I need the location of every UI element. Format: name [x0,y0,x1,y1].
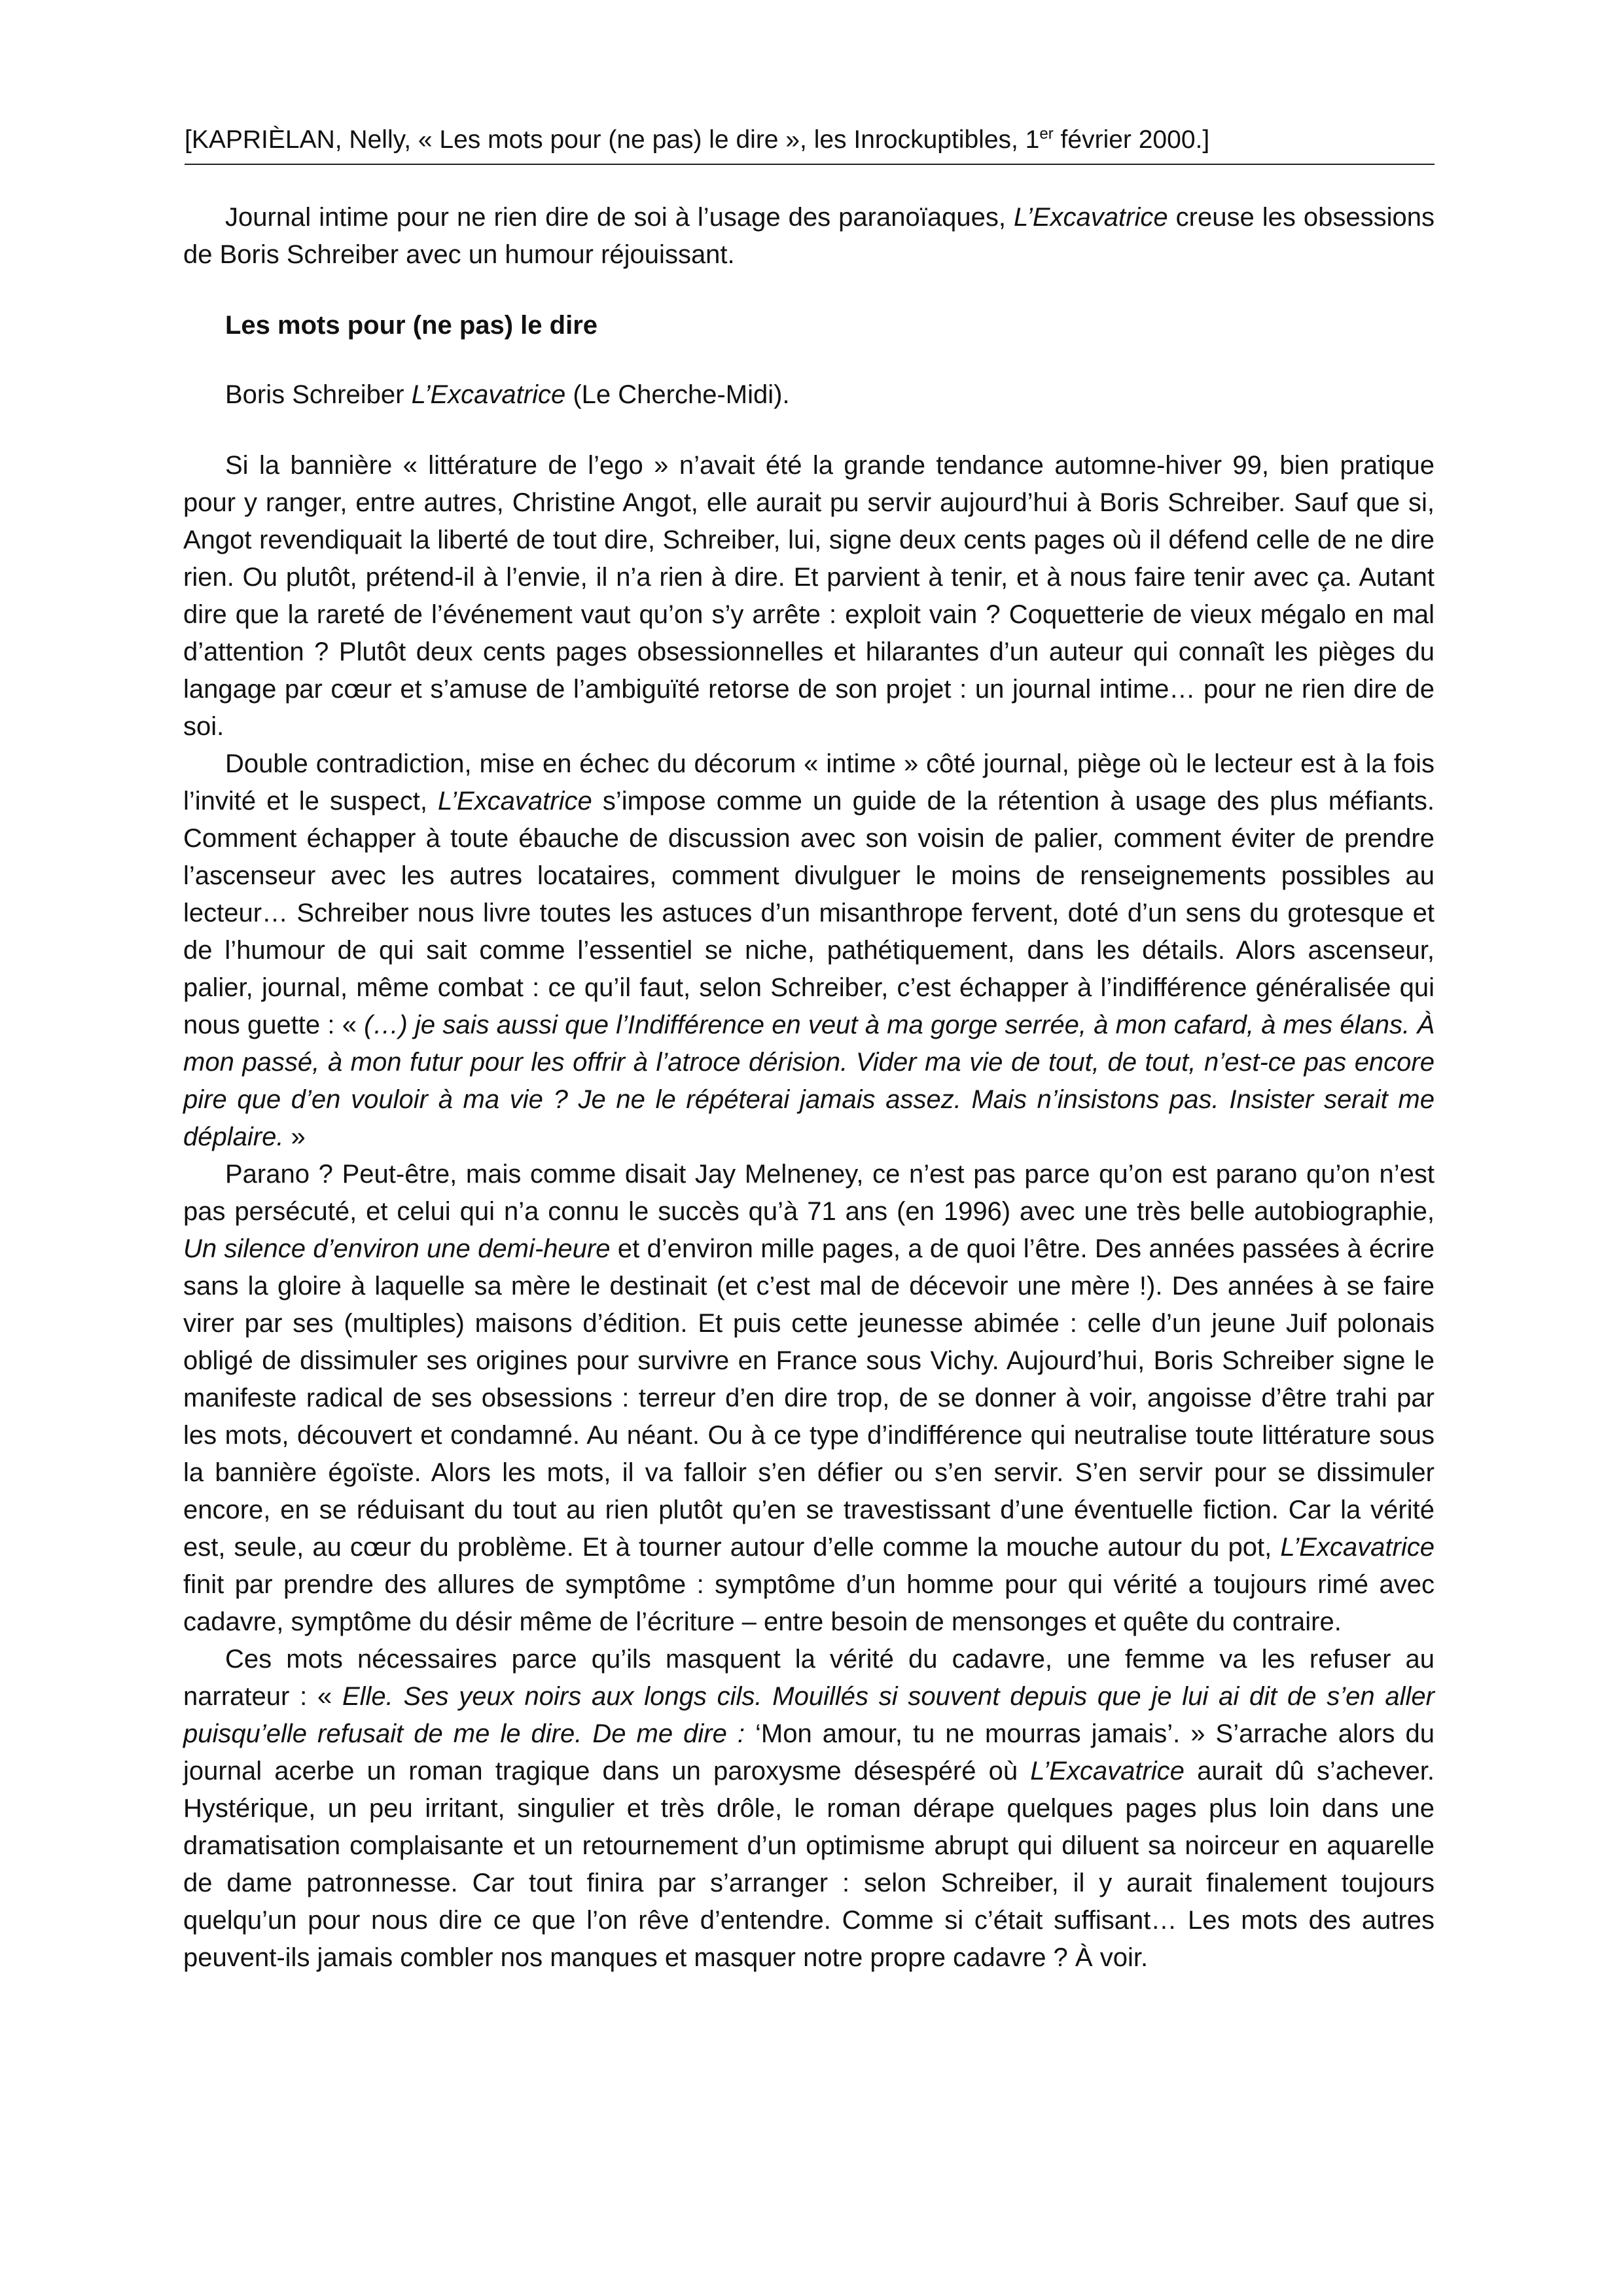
lead-paragraph [183,199,1435,274]
paragraph-3 [183,1156,1435,1641]
paragraph-4-text-cont: ‘Mon amour, tu ne mourras jamais’. » S’arrache alors du journal acerbe un roman tragique dans un paroxysme désespéré où [183,1719,1435,1785]
lead-book-title: L’Excavatrice [1013,203,1168,232]
paragraph-3-text-cont: et d’environ mille pages, a de quoi l’être. Des années passées à écrire sans la gloire à laquelle sa mère le destinait (et c’est mal de décevoir une mère !). Des années à se faire virer par ses (multiples) maisons d’édition. Et puis cette jeunesse abimée : celle d’un jeune Juif polonais obligé de dissimuler ses origines pour survivre en France sous Vichy. Aujourd’hui, Boris Schreiber signe le manifeste radical de ses obsessions : terreur d’en dire trop, de se donner à voir, angoisse d’être trahi par les mots, découvert et condamné. Au néant. Ou à ce type d’indifférence qui neutralise toute littérature sous la bannière égoïste. Alors les mots, il va falloir s’en défier ou s’en servir. S’en servir pour se dissimuler encore, en se réduisant du tout au rien plutôt qu’en se travestissant d’une éventuelle fiction. Car la vérité est, seule, au cœur du problème. Et à tourner autour d’elle comme la mouche autour du pot, [183,1234,1435,1562]
paragraph-2-text-cont: s’impose comme un guide de la rétention à usage des plus méfiants. Comment échapper à toute ébauche de discussion avec son voisin de palier, comment éviter de prendre l’ascenseur avec les autres locataires, comment divulguer le moins de renseignements possibles au lecteur… Schreiber nous livre toutes les astuces d’un misanthrope fervent, doté d’un sens du grotesque et de l’humour de qui sait comme l’essentiel se niche, pathétiquement, dans les détails. Alors ascenseur, palier, journal, même combat : ce qu’il faut, selon Schreiber, c’est échapper à l’indifférence généralisée qui nous guette : « [183,787,1435,1039]
paragraph-3-text-end: finit par prendre des allures de symptôme : symptôme d’un homme pour qui vérité a toujours rimé avec cadavre, symptôme du désir même de l’écriture – entre besoin de mensonges et quête du contraire. [183,1570,1435,1636]
paragraph-3-book-title-2: L’Excavatrice [1280,1533,1435,1562]
citation-superscript: er [1039,125,1054,143]
paragraph-2-quote-close: » [283,1122,306,1151]
paragraph-4-quote: Elle. Ses yeux noirs aux longs cils. Mouillés si souvent depuis que je lui ai dit de s’en aller puisqu’elle refusait de me le dire. De me dire : [183,1682,1435,1748]
paragraph-4-text-end: aurait dû s’achever. Hystérique, un peu irritant, singulier et très drôle, le roman dérape quelques pages plus loin dans une dramatisation complaisante et un retournement d’un optimisme abrupt qui diluent sa noirceur en aquarelle de dame patronnesse. Car tout finira par s’arranger : selon Schreiber, il y aurait finalement toujours quelqu’un pour nous dire ce que l’on rêve d’entendre. Comme si c’était suffisant… Les mots des autres peuvent-ils jamais combler nos manques et masquer notre propre cadavre ? À voir. [183,1757,1435,1972]
citation-text-end: février 2000.] [1053,126,1210,154]
paragraph-4-book-title: L’Excavatrice [1030,1757,1185,1785]
article-title: Les mots pour (ne pas) le dire [225,311,598,340]
citation-text: [KAPRIÈLAN, Nelly, « Les mots pour (ne pas) le dire », les Inrockuptibles, 1 [185,126,1040,154]
paragraph-4 [183,1641,1435,1977]
paragraph-2-text: Double contradiction, mise en échec du décorum « intime » côté journal, piège où le lecteur est à la fois l’invité et le suspect, [183,749,1435,816]
book-publisher: (Le Cherche-Midi). [565,380,790,409]
paragraph-1: Si la bannière « littérature de l’ego » n’avait été la grande tendance automne-hiver 99, bien pratique pour y ranger, entre autres, Christine Angot, elle aurait pu servir aujourd’hui à Boris Schreiber. Sauf que si, Angot revendiquait la liberté de tout dire, Schreiber, lui, signe deux cents pages où il défend celle de ne dire rien. Ou plutôt, prétend-il à l’envie, il n’a rien à dire. Et parvient à tenir, et à nous faire tenir avec ça. Autant dire que la rareté de l’événement vaut qu’on s’y arrête : exploit vain ? Coquetterie de vieux mégalo en mal d’attention ? Plutôt deux cents pages obsessionnelles et hilarantes d’un auteur qui connaît les pièges du langage par cœur et s’amuse de l’ambiguïté retorse de son projet : un journal intime… pour ne rien dire de soi. [183,451,1435,741]
citation-header [185,122,1435,165]
article-body [183,199,1435,1977]
paragraph-2 [183,745,1435,1156]
book-title: L’Excavatrice [411,380,566,409]
book-author: Boris Schreiber [225,380,412,409]
document-page [183,122,1435,1977]
paragraph-4-text: Ces mots nécessaires parce qu’ils masquent la vérité du cadavre, une femme va les refuser au narrateur : « [183,1645,1435,1711]
book-reference [183,376,1435,414]
paragraph-2-quote: (…) je sais aussi que l’Indifférence en veut à ma gorge serrée, à mon cafard, à mes élans. À mon passé, à mon futur pour les offrir à l’atroce dérision. Vider ma vie de tout, de tout, n’est-ce pas encore pire que d’en vouloir à ma vie ? Je ne le répéterai jamais assez. Mais n’insistons pas. Insister serait me déplaire. [183,1011,1435,1151]
paragraph-2-book-title: L’Excavatrice [438,787,592,816]
lead-text: Journal intime pour ne rien dire de soi à l’usage des paranoïaques, [225,203,1014,232]
lead-text-end: creuse les obsessions de Boris Schreiber avec un humour réjouissant. [183,203,1435,269]
paragraph-3-book-title: Un silence d’environ une demi-heure [183,1234,611,1263]
paragraph-3-text: Parano ? Peut-être, mais comme disait Jay Melneney, ce n’est pas parce qu’on est parano qu’on n’est pas persécuté, et celui qui n’a connu le succès qu’à 71 ans (en 1996) avec une très belle autobiographie, [183,1160,1435,1226]
